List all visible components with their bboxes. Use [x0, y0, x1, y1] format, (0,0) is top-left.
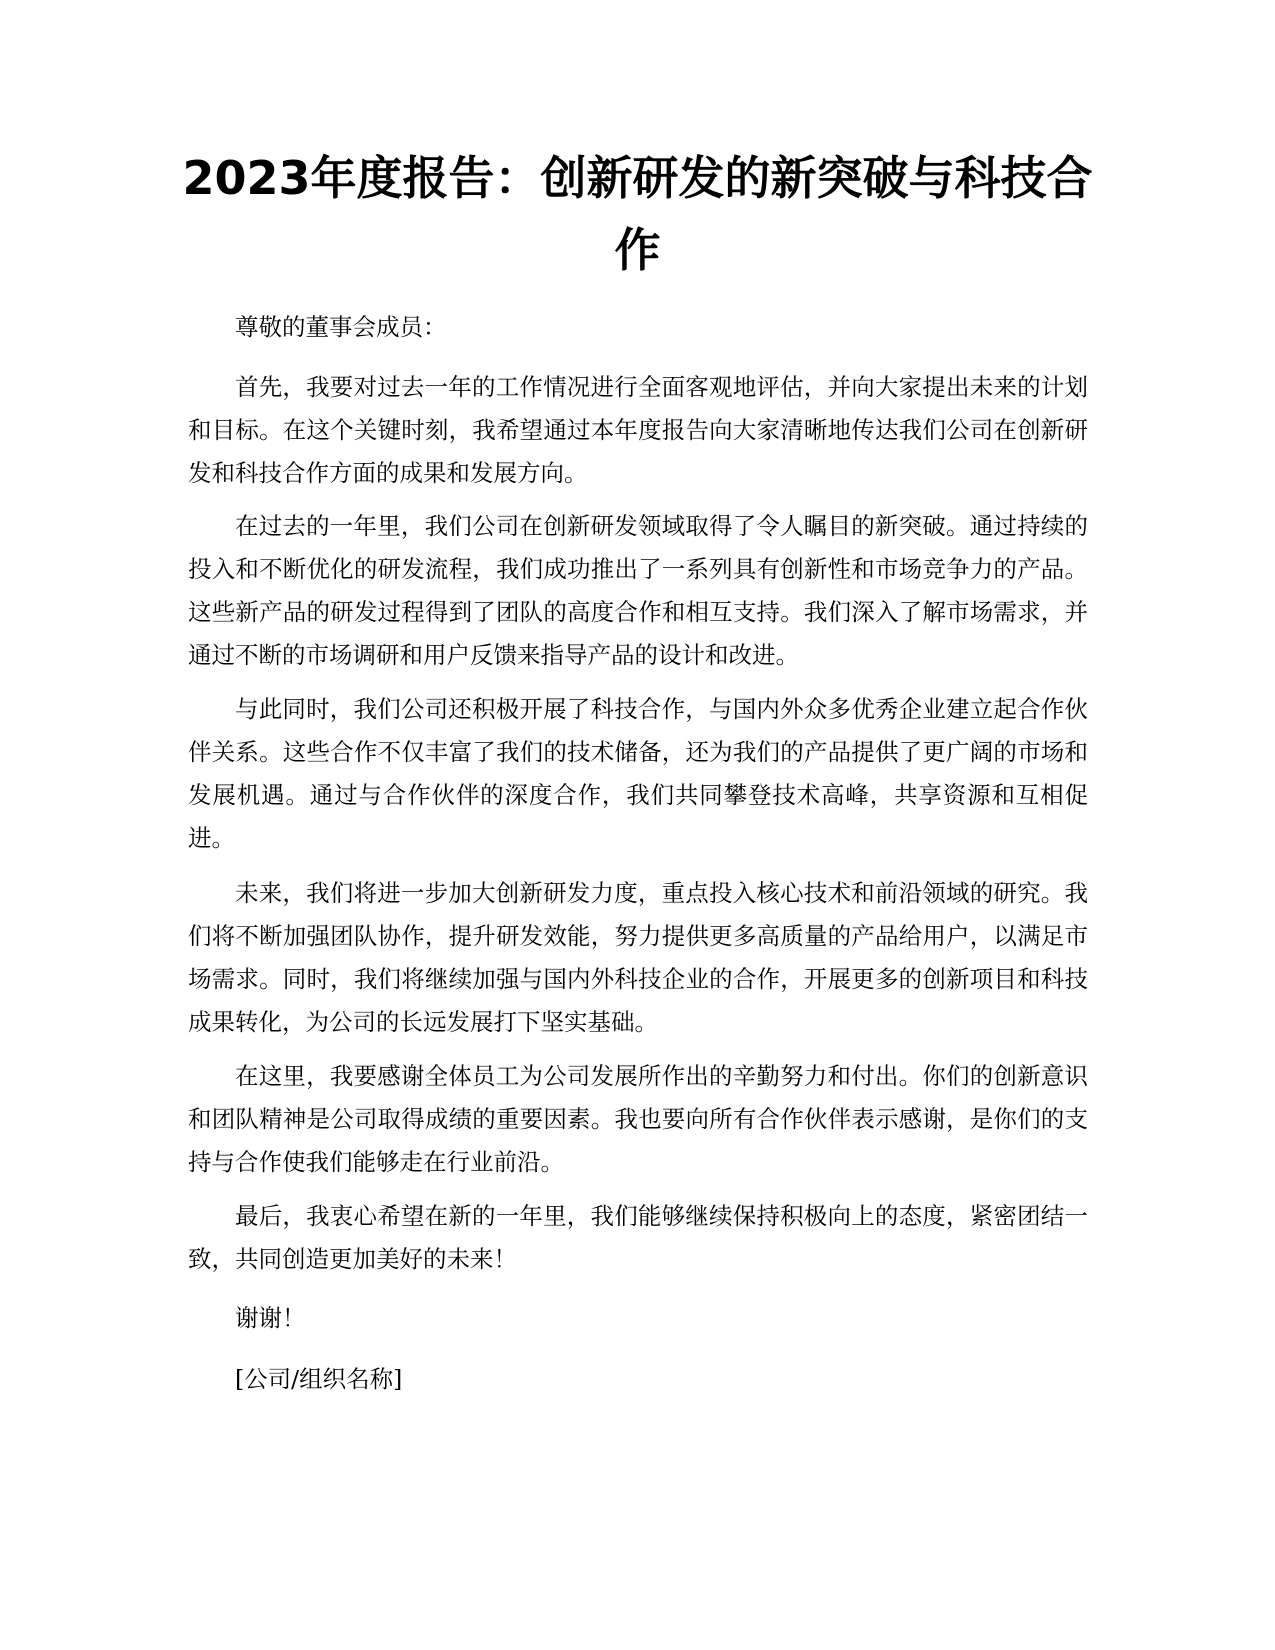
- paragraph-6: 最后，我衷心希望在新的一年里，我们能够继续保持积极向上的态度，紧密团结一致，共同创造更加美好的未来！: [188, 1202, 1088, 1273]
- document-title: 2023年度报告：创新研发的新突破与科技合作: [182, 151, 1093, 277]
- signature-placeholder: [公司/组织名称]: [235, 1365, 403, 1393]
- paragraph-1: 首先，我要对过去一年的工作情况进行全面客观地评估，并向大家提出未来的计划和目标。在这个关键时刻，我希望通过本年度报告向大家清晰地传达我们公司在创新研发和科技合作方面的成果和发展方向。: [188, 373, 1088, 487]
- paragraph-4: 未来，我们将进一步加大创新研发力度，重点投入核心技术和前沿领域的研究。我们将不断加强团队协作，提升研发效能，努力提供更多高质量的产品给用户，以满足市场需求。同时，我们将继续加强与国内外科技企业的合作，开展更多的创新项目和科技成果转化，为公司的长远发展打下坚实基础。: [188, 879, 1088, 1036]
- closing-text: 谢谢！: [235, 1304, 306, 1332]
- paragraph-3: 与此同时，我们公司还积极开展了科技合作，与国内外众多优秀企业建立起合作伙伴关系。这些合作不仅丰富了我们的技术储备，还为我们的产品提供了更广阔的市场和发展机遇。通过与合作伙伴的深度合作，我们共同攀登技术高峰，共享资源和互相促进。: [188, 695, 1088, 852]
- paragraph-2: 在过去的一年里，我们公司在创新研发领域取得了令人瞩目的新突破。通过持续的投入和不断优化的研发流程，我们成功推出了一系列具有创新性和市场竞争力的产品。这些新产品的研发过程得到了团队的高度合作和相互支持。我们深入了解市场需求，并通过不断的市场调研和用户反馈来指导产品的设计和改进。: [188, 512, 1088, 669]
- salutation: 尊敬的董事会成员：: [235, 313, 447, 341]
- paragraph-5: 在这里，我要感谢全体员工为公司发展所作出的辛勤努力和付出。你们的创新意识和团队精神是公司取得成绩的重要因素。我也要向所有合作伙伴表示感谢，是你们的支持与合作使我们能够走在行业前沿。: [188, 1062, 1088, 1176]
